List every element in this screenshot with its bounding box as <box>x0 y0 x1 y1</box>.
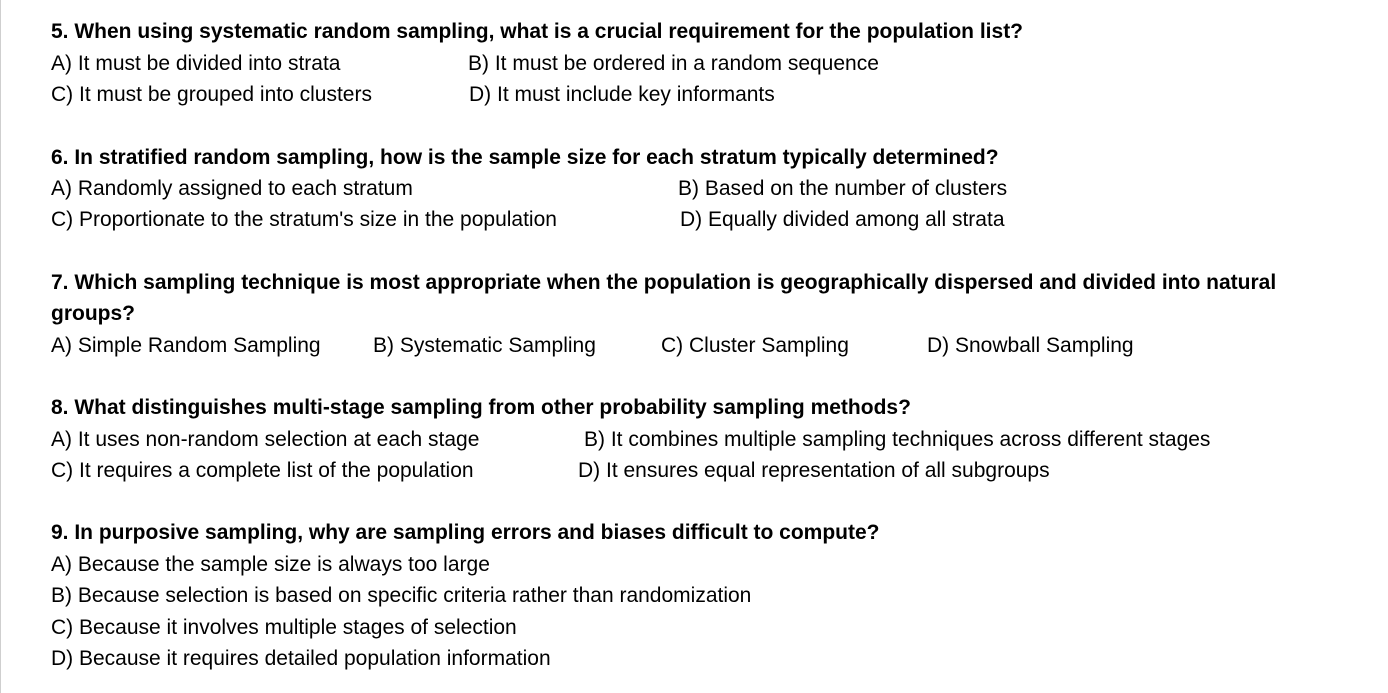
question-5-text: 5. When using systematic random sampling, what is a crucial requirement for the population list? <box>51 20 1024 43</box>
question-8-option-b: B) It combines multiple sampling techniques across different stages <box>584 428 1211 451</box>
question-6-option-b: B) Based on the number of clusters <box>678 177 1008 200</box>
question-6-option-d: D) Equally divided among all strata <box>680 208 1005 231</box>
question-7-option-b: B) Systematic Sampling <box>373 334 596 357</box>
question-6-option-a: A) Randomly assigned to each stratum <box>51 177 413 200</box>
question-7-option-a: A) Simple Random Sampling <box>51 334 321 357</box>
question-5-option-a: A) It must be divided into strata <box>51 52 341 75</box>
page-left-border <box>0 0 1 693</box>
question-6-text: 6. In stratified random sampling, how is the sample size for each stratum typically determined? <box>51 146 999 169</box>
question-9-text: 9. In purposive sampling, why are sampling errors and biases difficult to compute? <box>51 521 880 544</box>
question-5-option-c: C) It must be grouped into clusters <box>51 83 372 106</box>
question-8-option-c: C) It requires a complete list of the population <box>51 459 474 482</box>
question-8-option-a: A) It uses non-random selection at each stage <box>51 428 480 451</box>
question-9-option-d: D) Because it requires detailed population information <box>51 647 551 670</box>
question-9-option-c: C) Because it involves multiple stages of selection <box>51 616 517 639</box>
question-8-text: 8. What distinguishes multi-stage sampling from other probability sampling methods? <box>51 396 911 419</box>
question-8-option-d: D) It ensures equal representation of all subgroups <box>578 459 1050 482</box>
question-6-option-c: C) Proportionate to the stratum's size in the population <box>51 208 557 231</box>
question-9-option-a: A) Because the sample size is always too large <box>51 553 490 576</box>
question-5-option-b: B) It must be ordered in a random sequence <box>468 52 879 75</box>
question-7-text-line-2: groups? <box>51 302 135 325</box>
question-7-option-d: D) Snowball Sampling <box>927 334 1134 357</box>
question-9-option-b: B) Because selection is based on specific criteria rather than randomization <box>51 584 752 607</box>
question-5-option-d: D) It must include key informants <box>469 83 775 106</box>
question-7-option-c: C) Cluster Sampling <box>661 334 849 357</box>
question-7-text-line-1: 7. Which sampling technique is most appropriate when the population is geographically dispersed and divided into natural <box>51 271 1277 294</box>
